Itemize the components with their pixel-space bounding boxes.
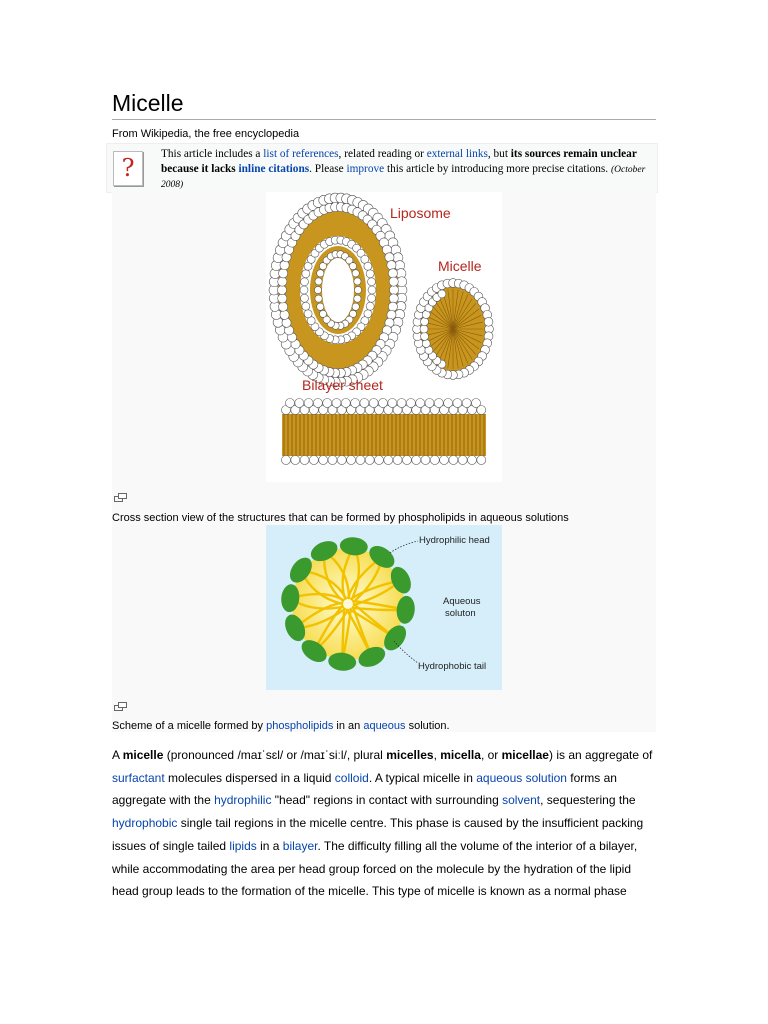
hydrophilic-link[interactable]: hydrophilic — [214, 793, 272, 808]
enlarge-icon[interactable] — [114, 493, 127, 502]
aqueous-link[interactable]: aqueous — [363, 720, 406, 732]
caption-text-2: in an — [333, 720, 364, 732]
phospholipids-link[interactable]: phospholipids — [266, 720, 334, 732]
notice-text-5: this article by introducing more precise citations. — [384, 162, 609, 175]
body-text: . A typical micelle in — [368, 770, 477, 785]
caption-text-1: Scheme of a micelle formed by — [112, 720, 267, 732]
caption-text-3: solution. — [405, 720, 450, 732]
refimprove-notice — [106, 143, 658, 193]
micelle-scheme-figure[interactable] — [266, 525, 502, 690]
hydrophilic-head-label: Hydrophilic head — [419, 535, 490, 546]
body-text: A — [112, 748, 123, 762]
improve-link[interactable]: improve — [346, 162, 385, 175]
notice-text-1: This article includes a — [161, 148, 264, 160]
body-text: , or — [480, 748, 502, 762]
hydrophobic-tail-label: Hydrophobic tail — [418, 661, 487, 672]
solution-label: soluton — [445, 608, 476, 619]
micelle-scheme-illustration — [266, 525, 502, 690]
external-links-link[interactable]: external links — [426, 148, 488, 160]
bilayer-drawing — [282, 399, 487, 465]
question-mark-icon: ? — [113, 151, 143, 186]
figure2-caption — [112, 720, 450, 732]
bilayer-link[interactable]: bilayer — [282, 838, 318, 853]
body-text: in a — [256, 838, 283, 853]
liposome-label: Liposome — [390, 205, 451, 221]
aqueous-label: Aqueous — [443, 596, 481, 607]
inline-citations-link[interactable]: inline citations — [238, 162, 310, 175]
figure1-caption: Cross section view of the structures that can be formed by phospholipids in aqueous solutions — [112, 512, 569, 524]
body-text: forms an aggregate with the — [112, 770, 617, 808]
micelle-label: Micelle — [438, 258, 482, 274]
list-of-references-link[interactable]: list of references — [263, 148, 339, 160]
figure-area — [112, 192, 656, 732]
colloid-link[interactable]: colloid — [334, 770, 369, 785]
body-text: , — [433, 748, 441, 762]
notice-text-4: . Please — [309, 162, 347, 175]
liposome-drawing — [269, 193, 407, 387]
solvent-link[interactable]: solvent — [502, 793, 541, 808]
body-text: (pronounced /maɪˈsɛl/ or /maɪˈsiːl/, plural — [163, 748, 387, 762]
micelle-drawing — [413, 279, 494, 380]
structures-illustration — [266, 192, 502, 482]
body-text: ) is an aggregate of — [548, 748, 653, 762]
body-text: , sequestering the — [540, 793, 636, 808]
structures-figure[interactable] — [266, 192, 502, 482]
hydrophobic-link[interactable]: hydrophobic — [112, 816, 178, 831]
page-title: Micelle — [112, 90, 184, 116]
enlarge-icon-2[interactable] — [114, 702, 127, 711]
body-text: single tail regions in the micelle centre. This phase is caused by the insufficient packing issues of single tailed — [112, 816, 644, 853]
surfactant-link[interactable]: surfactant — [112, 770, 165, 785]
body-text: molecules dispersed in a liquid — [164, 770, 335, 785]
notice-bold-part: its sources remain unclear because it lacks — [161, 148, 637, 175]
body-text: . The difficulty filling all the volume of the interior of a bilayer, while accommodating the area per head group forced on the molecule by the hydration of the lipid head group leads to the formation of the micelle. This type of micelle is known as a normal phase — [112, 838, 638, 899]
lipids-link[interactable]: lipids — [229, 838, 257, 853]
article-body — [112, 744, 660, 903]
notice-text-2: , related reading or — [338, 148, 427, 160]
bold-term: micella — [440, 748, 481, 762]
bilayer-label: Bilayer sheet — [302, 377, 383, 393]
body-text: "head" regions in contact with surrounding — [271, 793, 503, 808]
notice-text-3: , but — [487, 148, 511, 160]
title-divider — [112, 119, 656, 120]
notice-text — [161, 147, 651, 193]
bold-term: micelle — [122, 748, 164, 762]
page-subtitle: From Wikipedia, the free encyclopedia — [112, 128, 300, 140]
intro-paragraph — [112, 744, 660, 903]
bold-term: micelles — [386, 748, 434, 762]
bold-term: micellae — [501, 748, 549, 762]
notice-date: (October 2008) — [161, 164, 646, 191]
aqueous-solution-link[interactable]: aqueous solution — [476, 770, 567, 785]
